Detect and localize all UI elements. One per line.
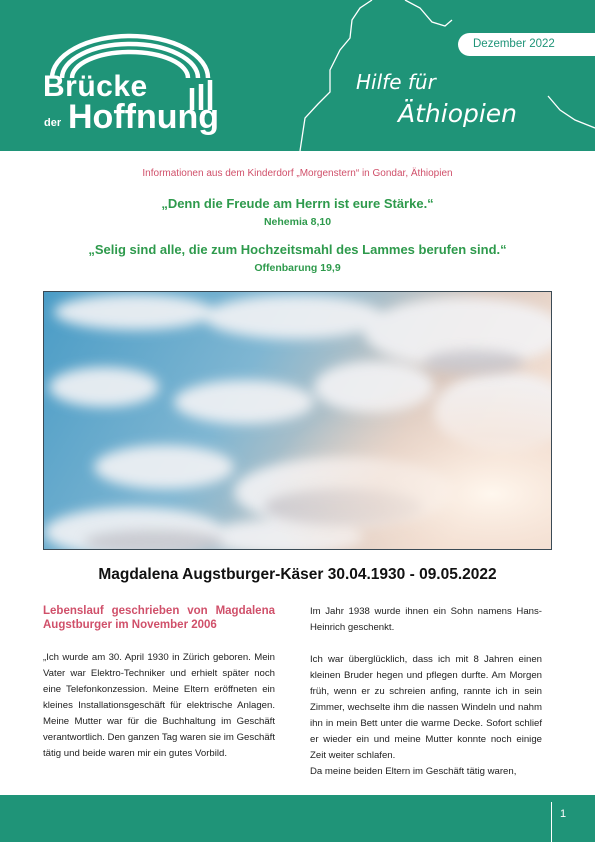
bible-quote-1: „Denn die Freude am Herrn ist eure Stärke.“: [161, 196, 434, 211]
article-paragraph: Ich war überglücklich, dass ich mit 8 Jahren einen kleinen Bruder hegen und pflegen durfte. Am Morgen früh, wenn er zu schreien anfing, rannte ich in sein Zimmer, wechselte ihm die nassen Windeln und nahm ihn in mein Bett unter die warme Decke. Sofort schlief er wieder ein und meine Mutter konnte noch einige Zeit weiter schlafen.: [310, 654, 542, 761]
info-line: Informationen aus dem Kinderdorf „Morgenstern“ in Gondar, Äthiopien: [142, 168, 453, 179]
issue-date-badge: Dezember 2022: [458, 33, 595, 56]
bible-reference-2: Offenbarung 19,9: [254, 262, 341, 274]
article-paragraph: „Ich wurde am 30. April 1930 in Zürich geboren. Mein Vater war Elektro-Techniker und erhielt später noch eine Telefonkonzession. Meine Eltern eröffneten ein kleines Installationsgeschäft für elektrische Anlagen. Meine Mutter war für die Buchhaltung im Geschäft verantwortlich. Den ganzen Tag waren sie im Geschäft tätig und beide waren mir ein gutes Vorbild.: [43, 652, 275, 759]
sky-clouds-photo: [43, 291, 552, 550]
bible-quote-2: „Selig sind alle, die zum Hochzeitsmahl des Lammes berufen sind.“: [88, 242, 507, 257]
logo-brand-der: der: [44, 117, 62, 129]
logo-brand-top: Brücke: [43, 70, 148, 103]
article-subtitle: Lebenslauf geschrieben von Magdalena Augstburger im November 2006: [43, 605, 275, 631]
bible-reference-1: Nehemia 8,10: [263, 216, 332, 228]
footer-bar: [0, 795, 595, 842]
logo-brand-bottom: Hoffnung: [68, 98, 220, 136]
header-banner: [0, 0, 595, 151]
article-column-right: [310, 604, 542, 780]
header-country-text: Äthiopien: [398, 99, 518, 128]
article-column-left: [43, 604, 275, 762]
article-paragraph: Im Jahr 1938 wurde ihnen ein Sohn namens Hans-Heinrich geschenkt.: [310, 606, 542, 633]
article-title: Magdalena Augstburger-Käser 30.04.1930 - 09.05.2022: [98, 566, 497, 583]
footer-divider: [551, 802, 552, 842]
header-hilfe-text: Hilfe für: [356, 70, 436, 94]
article-paragraph: Da meine beiden Eltern im Geschäft tätig waren,: [310, 766, 517, 777]
page-number: 1: [560, 808, 567, 820]
